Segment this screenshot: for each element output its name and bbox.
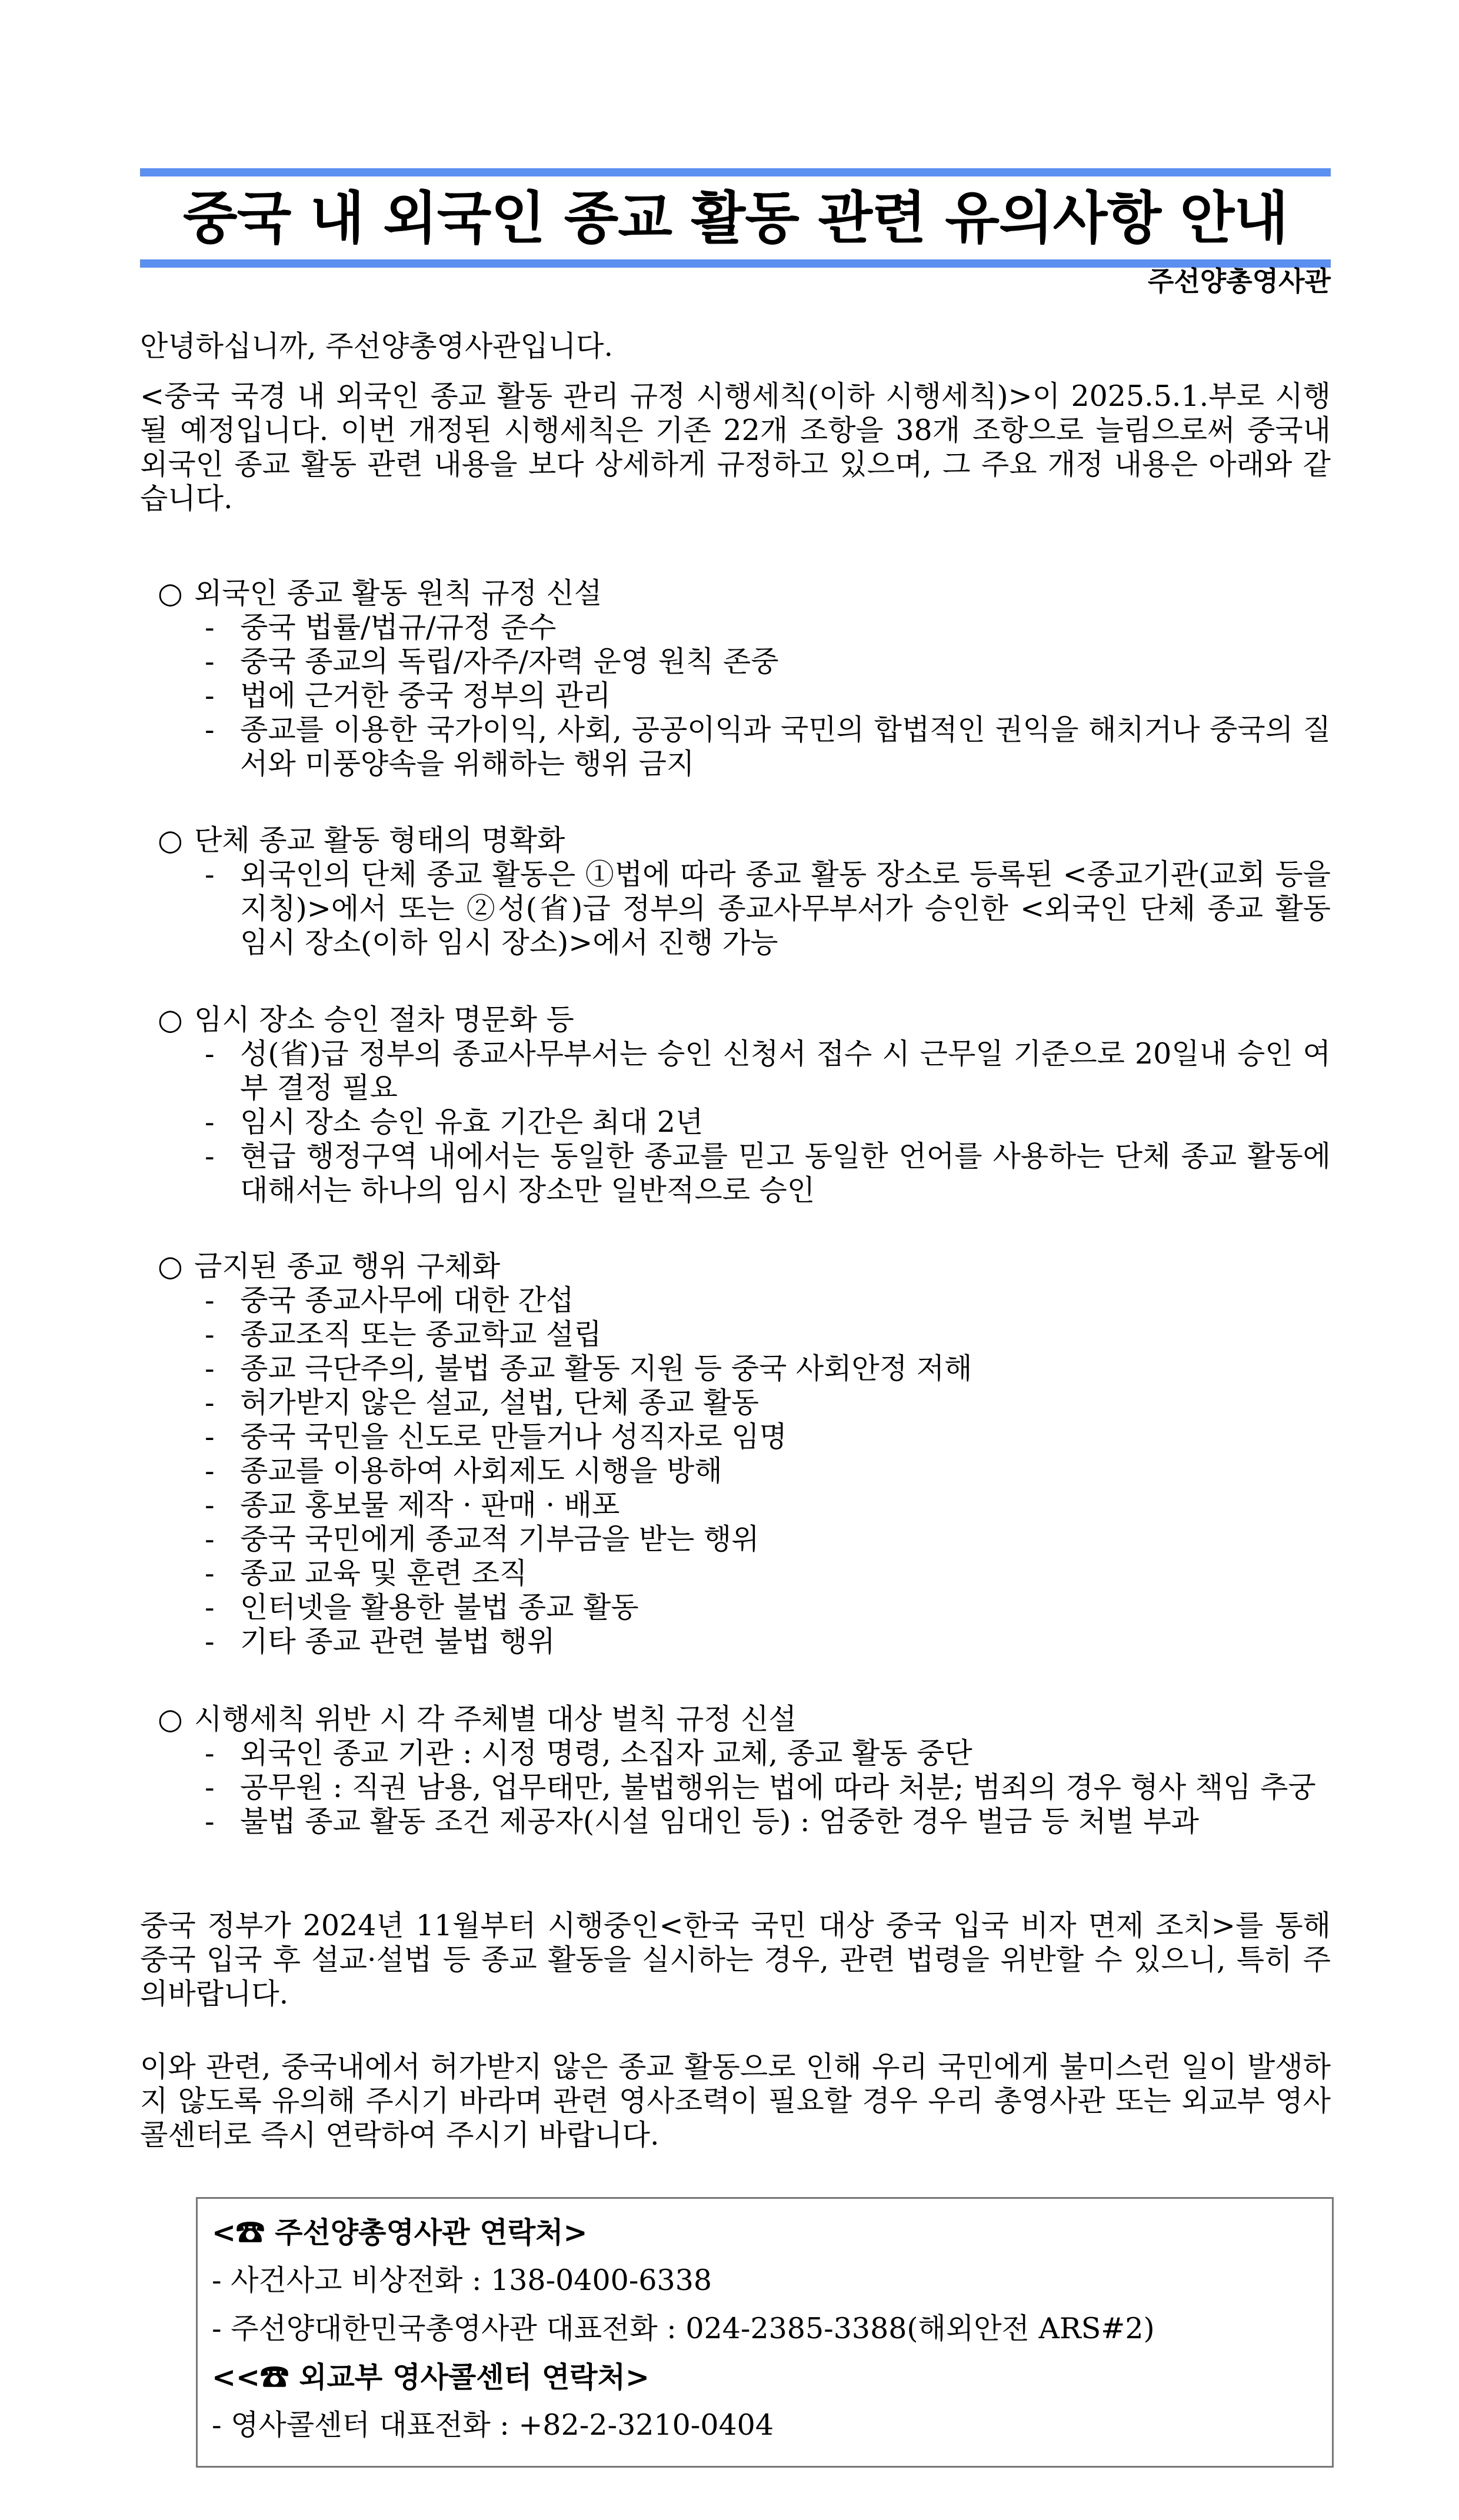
section-title bbox=[140, 1249, 1331, 1284]
page-title: 중국 내 외국인 종교 활동 관련 유의사항 안내 bbox=[182, 185, 1288, 251]
list-item: - 외국인 종교 기관 : 시정 명령, 소집자 교체, 종교 활동 중단 bbox=[205, 1736, 972, 1770]
list-item: - 중국 국민을 신도로 만들거나 성직자로 임명 bbox=[205, 1420, 787, 1454]
issuer-name: 주선양총영사관 bbox=[1147, 265, 1331, 297]
circle-bullet-icon: ○ bbox=[158, 824, 183, 857]
list-item: - 종교를 이용한 국가이익, 사회, 공공이익과 국민의 합법적인 권익을 해치거나 중국의 질서와 미풍양속을 위해하는 행위 금지 bbox=[205, 713, 1331, 781]
list-item: - 중국 국민에게 종교적 기부금을 받는 행위 bbox=[205, 1522, 760, 1556]
list-item: - 중국 종교사무에 대한 간섭 bbox=[205, 1284, 574, 1317]
list-item: - 종교 교육 및 훈련 조직 bbox=[205, 1556, 528, 1590]
list-item: - 성(省)급 정부의 종교사무부서는 승인 신청서 접수 시 근무일 기준으로 20일내 승인 여부 결정 필요 bbox=[205, 1037, 1331, 1105]
dash-bullet-icon: - bbox=[205, 1805, 215, 1838]
section-title-text: 시행세칙 위반 시 각 주체별 대상 벌칙 규정 신설 bbox=[194, 1702, 797, 1736]
circle-bullet-icon: ○ bbox=[158, 1003, 183, 1036]
dash-bullet-icon: - bbox=[205, 679, 215, 712]
dash-bullet-icon: - bbox=[205, 1352, 215, 1385]
list-item: - 법에 근거한 중국 정부의 관리 bbox=[205, 679, 611, 712]
dash-bullet-icon: - bbox=[205, 1139, 215, 1173]
dash-bullet-icon: - bbox=[205, 713, 215, 746]
dash-bullet-icon: - bbox=[205, 858, 215, 891]
callcenter-phone: - 영사콜센터 대표전화 : +82-2-3210-0404 bbox=[212, 2408, 774, 2442]
section-title-text: 임시 장소 승인 절차 명문화 등 bbox=[194, 1003, 574, 1036]
dash-bullet-icon: - bbox=[205, 1284, 215, 1317]
list-item: - 중국 종교의 독립/자주/자력 운영 원칙 존중 bbox=[205, 645, 779, 678]
dash-bullet-icon: - bbox=[205, 1037, 215, 1071]
list-item: - 외국인의 단체 종교 활동은 ①법에 따라 종교 활동 장소로 등록된 <종교기관(교회 등을 지칭)>에서 또는 ②성(省)급 정부의 종교사무부서가 승인한 <외국인 단체 종교 활동 임시 장소(이하 임시 장소)>에서 진행 가능 bbox=[205, 858, 1331, 959]
emergency-phone: - 사건사고 비상전화 : 138-0400-6338 bbox=[212, 2264, 712, 2297]
dash-bullet-icon: - bbox=[205, 1771, 215, 1804]
section-item-list bbox=[140, 611, 1331, 781]
visa-warning-paragraph: 중국 정부가 2024년 11월부터 시행중인<한국 국민 대상 중국 입국 비자 면제 조치>를 통해 중국 입국 후 설교·설법 등 종교 활동을 실시하는 경우, 관련 법령을 위반할 수 있으니, 특히 주의바랍니다. bbox=[140, 1909, 1331, 2011]
dash-bullet-icon: - bbox=[205, 1625, 215, 1658]
list-item: - 임시 장소 승인 유효 기간은 최대 2년 bbox=[205, 1105, 704, 1139]
section-title bbox=[140, 1702, 1331, 1736]
circle-bullet-icon: ○ bbox=[158, 1249, 183, 1283]
dash-bullet-icon: - bbox=[205, 1522, 215, 1556]
dash-bullet-icon: - bbox=[205, 1386, 215, 1419]
section-item-list bbox=[140, 1284, 1331, 1659]
list-item: - 중국 법률/법규/규정 준수 bbox=[205, 611, 557, 644]
dash-bullet-icon: - bbox=[205, 645, 215, 678]
circle-bullet-icon: ○ bbox=[158, 1702, 183, 1736]
dash-bullet-icon: - bbox=[205, 1591, 215, 1624]
contact-advice-paragraph: 이와 관련, 중국내에서 허가받지 않은 종교 활동으로 인해 우리 국민에게 불미스런 일이 발생하지 않도록 유의해 주시기 바라며 관련 영사조력이 필요할 경우 우리 총영사관 또는 외교부 영사콜센터로 즉시 연락하여 주시기 바랍니다. bbox=[140, 2050, 1331, 2152]
list-item: - 기타 종교 관련 불법 행위 bbox=[205, 1625, 555, 1658]
dash-bullet-icon: - bbox=[205, 1736, 215, 1770]
section-title-text: 외국인 종교 활동 원칙 규정 신설 bbox=[194, 576, 602, 610]
dash-bullet-icon: - bbox=[205, 1318, 215, 1351]
dash-bullet-icon: - bbox=[205, 1105, 215, 1139]
intro-paragraph: <중국 국경 내 외국인 종교 활동 관리 규정 시행세칙(이하 시행세칙)>이 2025.5.1.부로 시행될 예정입니다. 이번 개정된 시행세칙은 기존 22개 조항을 38개 조항으로 늘림으로써 중국내 외국인 종교 활동 관련 내용을 보다 상세하게 규정하고 있으며, 그 주요 개정 내용은 아래와 같습니다. bbox=[140, 379, 1331, 515]
dash-bullet-icon: - bbox=[205, 1454, 215, 1488]
dash-bullet-icon: - bbox=[205, 611, 215, 644]
list-item: - 종교 극단주의, 불법 종교 활동 지원 등 중국 사회안정 저해 bbox=[205, 1352, 972, 1385]
circle-bullet-icon: ○ bbox=[158, 576, 183, 610]
callcenter-contact-heading: <<☎ 외교부 영사콜센터 연락처> bbox=[212, 2360, 650, 2394]
title-top-rule bbox=[140, 168, 1331, 176]
greeting-text: 안녕하십니까, 주선양총영사관입니다. bbox=[140, 329, 614, 363]
section-item-list bbox=[140, 1736, 1331, 1839]
section-title-text: 금지된 종교 행위 구체화 bbox=[194, 1249, 501, 1283]
contact-box bbox=[196, 2197, 1334, 2468]
section-title-text: 단체 종교 활동 형태의 명확화 bbox=[194, 824, 565, 857]
section-penalties bbox=[140, 1702, 1331, 1839]
section-item-list bbox=[140, 858, 1331, 960]
section-prohibited-acts bbox=[140, 1249, 1331, 1659]
section-principles bbox=[140, 576, 1331, 781]
section-title bbox=[140, 576, 1331, 611]
list-item: - 종교를 이용하여 사회제도 시행을 방해 bbox=[205, 1454, 722, 1488]
section-item-list bbox=[140, 1037, 1331, 1208]
section-title bbox=[140, 824, 1331, 858]
section-title bbox=[140, 1003, 1331, 1037]
list-item: - 인터넷을 활용한 불법 종교 활동 bbox=[205, 1591, 639, 1624]
consulate-contact-heading: <☎ 주선양총영사관 연락처> bbox=[212, 2215, 588, 2249]
list-item: - 공무원 : 직권 남용, 업무태만, 불법행위는 법에 따라 처분; 범죄의 경우 형사 책임 추궁 bbox=[205, 1771, 1316, 1804]
list-item: - 현급 행정구역 내에서는 동일한 종교를 믿고 동일한 언어를 사용하는 단체 종교 활동에 대해서는 하나의 임시 장소만 일반적으로 승인 bbox=[205, 1139, 1331, 1207]
list-item: - 종교조직 또는 종교학교 설립 bbox=[205, 1318, 602, 1351]
section-group-activity bbox=[140, 824, 1331, 960]
dash-bullet-icon: - bbox=[205, 1556, 215, 1590]
section-temporary-site bbox=[140, 1003, 1331, 1208]
list-item: - 종교 홍보물 제작 · 판매 · 배포 bbox=[205, 1488, 620, 1522]
dash-bullet-icon: - bbox=[205, 1488, 215, 1522]
consulate-main-phone: - 주선양대한민국총영사관 대표전화 : 024-2385-3388(해외안전 ARS#2) bbox=[212, 2312, 1155, 2345]
list-item: - 허가받지 않은 설교, 설법, 단체 종교 활동 bbox=[205, 1386, 759, 1419]
list-item: - 불법 종교 활동 조건 제공자(시설 임대인 등) : 엄중한 경우 벌금 등 처벌 부과 bbox=[205, 1805, 1199, 1838]
dash-bullet-icon: - bbox=[205, 1420, 215, 1454]
